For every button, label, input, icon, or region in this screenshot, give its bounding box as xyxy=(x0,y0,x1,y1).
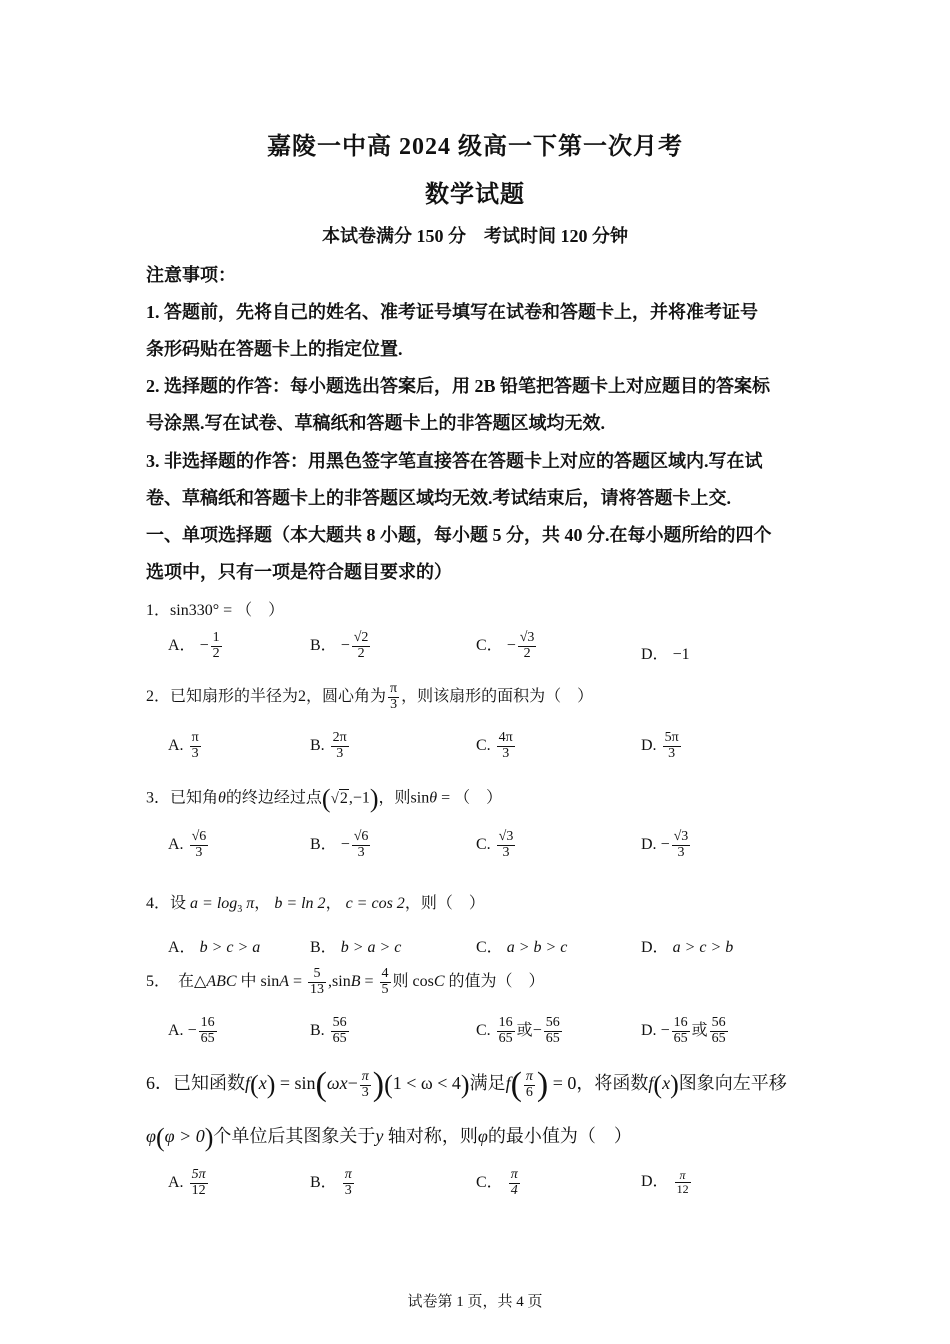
numerator: 4 xyxy=(381,966,389,981)
notice-line: 1. 答题前，先将自己的姓名、准考证号填写在试卷和答题卡上，并将准考证号 xyxy=(146,302,758,322)
option-value: a > c > b xyxy=(672,939,734,956)
question-text: 的值为（ ） xyxy=(444,972,545,990)
paren-left-icon: ( xyxy=(510,1066,522,1103)
numerator: 16 xyxy=(200,1015,215,1030)
variable-y: y xyxy=(375,1126,384,1146)
option-label: A. xyxy=(168,1173,184,1191)
fraction xyxy=(518,631,537,661)
fraction xyxy=(199,1016,217,1046)
denominator: 65 xyxy=(332,1030,347,1046)
denominator: 5 xyxy=(381,981,389,997)
phi-symbol: φ xyxy=(146,1126,156,1146)
radicand: 6 xyxy=(199,829,207,844)
paren-left-icon: ( xyxy=(384,1070,393,1099)
numerator: 56 xyxy=(711,1015,726,1030)
numerator: 2π xyxy=(332,730,347,745)
sqrt-icon: √ xyxy=(498,829,507,844)
question-text: 在△ xyxy=(178,972,207,990)
exam-meta: 本试卷满分 150 分 考试时间 120 分钟 xyxy=(322,226,628,246)
q4-option-d xyxy=(641,934,733,957)
fraction xyxy=(497,1016,515,1046)
numerator: 5 xyxy=(308,967,326,983)
numerator: 16 xyxy=(498,1015,513,1030)
separator: ， xyxy=(325,895,342,912)
paren-left-icon: ( xyxy=(653,1070,663,1099)
question-text: ，则（ ） xyxy=(404,895,485,912)
numerator: 5π xyxy=(191,1167,206,1182)
option-value: b > a > c xyxy=(340,939,402,956)
numerator: π xyxy=(390,681,398,696)
q5-option-c xyxy=(476,1016,564,1046)
fraction xyxy=(211,631,222,661)
option-label: A． xyxy=(168,636,196,654)
option-label: A. xyxy=(168,1021,184,1039)
denominator: 3 xyxy=(390,696,398,712)
numerator: π xyxy=(525,1068,533,1084)
denominator: 3 xyxy=(357,844,365,860)
denominator: 2 xyxy=(357,645,365,661)
radicand: 3 xyxy=(527,630,535,645)
point-coord: ,−1 xyxy=(348,789,370,807)
separator: ， xyxy=(254,895,271,912)
question-text: 则 cos xyxy=(392,972,434,990)
numerator: π xyxy=(361,1068,369,1084)
denominator: 13 xyxy=(310,981,325,997)
q5-option-d xyxy=(641,1016,730,1046)
paren-right-icon: ) xyxy=(204,1122,214,1152)
paren-left-icon: ( xyxy=(155,1122,165,1152)
angle-b: B xyxy=(350,972,361,990)
option-label: B． xyxy=(310,1173,337,1191)
page-footer: 试卷第 1 页，共 4 页 xyxy=(407,1294,543,1310)
sqrt-icon: √ xyxy=(673,829,682,844)
fraction xyxy=(544,1016,562,1046)
fraction xyxy=(190,830,209,860)
denominator: 65 xyxy=(711,1030,726,1046)
denominator: 2 xyxy=(212,645,220,661)
q1-option-d xyxy=(641,641,690,664)
fraction xyxy=(352,830,371,860)
question-number: 5． xyxy=(146,972,171,990)
equals-sign: = xyxy=(360,972,378,990)
minus-sign: − xyxy=(187,1021,197,1039)
denominator: 3 xyxy=(502,745,510,761)
angle-a: A xyxy=(279,972,290,990)
q2-option-b xyxy=(310,731,351,761)
sqrt-icon: √ xyxy=(191,829,200,844)
fraction xyxy=(388,682,399,712)
minus-sign: − xyxy=(340,636,350,654)
triangle-name: ABC xyxy=(206,972,237,990)
fraction xyxy=(663,731,681,761)
minus-sign: − xyxy=(532,1021,542,1039)
paren-right-icon: ) xyxy=(536,1066,549,1103)
option-label: B. xyxy=(310,736,325,754)
a-definition: a = log xyxy=(190,895,238,912)
function-f: f xyxy=(245,1073,251,1094)
denominator: 4 xyxy=(510,1182,518,1198)
fraction xyxy=(497,830,516,860)
fraction xyxy=(710,1016,728,1046)
question-4-stem xyxy=(146,890,485,915)
minus-sign: − xyxy=(660,835,670,853)
paren-left-icon: ( xyxy=(250,1070,259,1099)
or-word: 或 xyxy=(516,1021,533,1039)
option-label: B. xyxy=(310,1021,325,1039)
q2-option-a xyxy=(168,731,203,761)
paren-left-icon: ( xyxy=(321,784,331,813)
option-label: A. xyxy=(168,835,184,853)
paren-right-icon: ) xyxy=(372,1066,385,1103)
sqrt-icon: √ xyxy=(330,790,339,807)
option-label: C． xyxy=(476,1173,503,1191)
q3-option-a xyxy=(168,830,210,860)
c-definition: c = cos 2 xyxy=(345,895,405,912)
phi-symbol: φ xyxy=(477,1126,488,1146)
numerator: π xyxy=(191,730,199,745)
option-value: b > c > a xyxy=(199,939,261,956)
log-base: 3 xyxy=(237,904,243,916)
option-label: D. xyxy=(641,835,657,853)
notice-heading: 注意事项： xyxy=(146,265,236,285)
fraction xyxy=(672,830,691,860)
question-number: 3． xyxy=(146,789,171,807)
radicand: 2 xyxy=(361,630,369,645)
question-number: 4． xyxy=(146,895,171,912)
q4-option-c xyxy=(476,934,567,957)
question-text: 已知角 xyxy=(170,789,219,807)
denominator: 65 xyxy=(498,1030,513,1046)
question-text: 的终边经过点 xyxy=(225,789,322,807)
q1-option-b xyxy=(310,631,372,661)
denominator: 12 xyxy=(676,1181,689,1196)
question-text: ，则该扇形的面积为（ ） xyxy=(401,687,594,705)
denominator: 2 xyxy=(523,645,531,661)
option-label: A． xyxy=(168,939,196,956)
question-2-stem xyxy=(146,682,593,712)
notice-line: 卷、草稿纸和答题卡上的非答题区域均无效.考试结束后，请将答题卡上交. xyxy=(146,488,731,508)
q3-option-c xyxy=(476,830,517,860)
numerator: π xyxy=(344,1167,352,1182)
question-text: 个单位后其图象关于 xyxy=(213,1126,376,1146)
denominator: 3 xyxy=(344,1182,352,1198)
fraction xyxy=(190,1168,208,1198)
denominator: 3 xyxy=(336,745,344,761)
question-number: 1． xyxy=(146,602,171,619)
minus-sign: − xyxy=(506,636,516,654)
option-label: C. xyxy=(476,835,491,853)
option-label: D. xyxy=(641,1021,657,1039)
variable-x: x xyxy=(662,1073,671,1094)
section-heading: 一、单项选择题（本大题共 8 小题，每小题 5 分，共 40 分.在每小题所给的四个 xyxy=(146,525,772,545)
question-text: 轴对称，则 xyxy=(383,1126,478,1146)
notice-line: 号涂黑.写在试卷、草稿纸和答题卡上的非答题区域均无效. xyxy=(146,413,605,433)
sqrt-icon: √ xyxy=(519,630,528,645)
sin-fn: sin xyxy=(410,789,430,807)
question-text: 图象向左平移 xyxy=(678,1073,787,1094)
sqrt-icon: √ xyxy=(353,829,362,844)
minus-sign: − xyxy=(199,636,209,654)
q6-option-d xyxy=(641,1168,693,1195)
option-label: B． xyxy=(310,636,337,654)
theta-symbol: θ xyxy=(429,789,438,807)
denominator: 3 xyxy=(677,844,685,860)
option-label: C． xyxy=(476,636,503,654)
numerator: π xyxy=(675,1169,691,1183)
numerator: 16 xyxy=(673,1015,688,1030)
fraction xyxy=(675,1169,691,1195)
q5-option-b xyxy=(310,1016,351,1046)
angle-c: C xyxy=(433,972,445,990)
phi-condition: φ > 0 xyxy=(164,1126,205,1146)
option-value: a > b > c xyxy=(506,939,568,956)
q5-option-a xyxy=(168,1016,219,1046)
fraction xyxy=(331,1016,349,1046)
fraction xyxy=(308,967,326,997)
q4-option-b xyxy=(310,934,401,957)
radicand: 2 xyxy=(339,789,348,807)
numerator: 56 xyxy=(332,1015,347,1030)
notice-line: 条形码贴在答题卡上的指定位置. xyxy=(146,339,403,359)
option-value: −1 xyxy=(672,646,690,663)
fraction xyxy=(509,1168,520,1198)
denominator: 3 xyxy=(195,844,203,860)
minus-sign: − xyxy=(347,1073,358,1094)
notice-line: 2. 选择题的作答：每小题选出答案后，用 2B 铅笔把答题卡上对应题目的答案标 xyxy=(146,376,771,396)
question-6-stem xyxy=(146,1066,787,1104)
question-text: 已知函数 xyxy=(173,1073,245,1094)
radicand: 3 xyxy=(506,829,514,844)
numerator: 56 xyxy=(545,1015,560,1030)
denominator: 3 xyxy=(502,844,510,860)
denominator: 3 xyxy=(191,745,199,761)
denominator: 12 xyxy=(191,1182,206,1198)
numerator: 5π xyxy=(664,730,679,745)
fraction xyxy=(524,1070,535,1100)
notice-line: 3. 非选择题的作答：用黑色签字笔直接答在答题卡上对应的答题区域内.写在试 xyxy=(146,451,763,471)
q2-option-c xyxy=(476,731,517,761)
question-text: 满足 xyxy=(469,1073,506,1094)
option-label: B． xyxy=(310,939,337,956)
question-3-stem xyxy=(146,784,502,814)
fraction xyxy=(352,631,371,661)
numerator: 1 xyxy=(212,630,220,645)
q6-option-c xyxy=(476,1168,522,1198)
question-number: 2． xyxy=(146,687,171,705)
paren-right-icon: ) xyxy=(369,784,379,813)
fraction xyxy=(331,731,349,761)
question-text: ，则 xyxy=(378,789,411,807)
paren-right-icon: ) xyxy=(266,1070,276,1099)
function-f: f xyxy=(505,1073,511,1094)
q4-option-a xyxy=(168,934,260,957)
paren-left-icon: ( xyxy=(315,1066,327,1103)
option-label: D． xyxy=(641,1173,669,1190)
paren-right-icon: ) xyxy=(460,1070,470,1099)
option-label: C． xyxy=(476,939,503,956)
option-label: D． xyxy=(641,939,669,956)
q1-option-a xyxy=(168,631,224,661)
fraction xyxy=(497,731,515,761)
option-label: D. xyxy=(641,736,657,754)
denominator: 65 xyxy=(200,1030,215,1046)
b-definition: b = ln 2 xyxy=(274,895,326,912)
numerator: 4π xyxy=(498,730,513,745)
q3-option-d xyxy=(641,830,692,860)
numerator: π xyxy=(510,1167,518,1182)
question-text: ，将函数 xyxy=(576,1073,649,1094)
option-label: B． xyxy=(310,835,337,853)
minus-sign: − xyxy=(340,835,350,853)
function-f: f xyxy=(648,1073,654,1094)
q1-option-c xyxy=(476,631,538,661)
q6-option-a xyxy=(168,1168,210,1198)
question-text: ,sin xyxy=(328,972,351,990)
question-text: 已知扇形的半径为2，圆心角为 xyxy=(170,687,387,705)
question-text: 设 xyxy=(170,895,187,912)
theta-symbol: θ xyxy=(218,789,226,807)
option-label: D． xyxy=(641,646,669,663)
section-heading: 选项中，只有一项是符合题目要求的） xyxy=(146,562,452,582)
question-text: sin330° = （ ） xyxy=(170,602,285,619)
exam-title: 嘉陵一中高 2024 级高一下第一次月考 xyxy=(267,134,683,160)
question-text: = sin xyxy=(275,1073,316,1094)
denominator: 65 xyxy=(673,1030,688,1046)
option-label: C. xyxy=(476,736,491,754)
fraction xyxy=(190,731,201,761)
question-number: 6． xyxy=(146,1073,173,1094)
fraction xyxy=(360,1070,371,1100)
variable-x: x xyxy=(258,1073,267,1094)
equals-sign: = xyxy=(289,972,307,990)
omega-range: 1 < ω < 4 xyxy=(392,1073,461,1094)
q3-option-b xyxy=(310,830,372,860)
option-label: A. xyxy=(168,736,184,754)
fraction xyxy=(343,1168,354,1198)
omega-x: ωx xyxy=(326,1073,348,1094)
question-6-stem-line2 xyxy=(146,1122,632,1153)
question-text: = （ ） xyxy=(437,789,503,807)
question-5-stem xyxy=(146,967,545,997)
q2-option-d xyxy=(641,731,683,761)
sqrt-icon: √ xyxy=(353,630,362,645)
option-label: C. xyxy=(476,1021,491,1039)
question-text: 的最小值为（ ） xyxy=(487,1126,632,1146)
denominator: 3 xyxy=(668,745,676,761)
radicand: 6 xyxy=(361,829,369,844)
question-text: = 0 xyxy=(548,1073,577,1094)
question-text: 中 sin xyxy=(236,972,280,990)
fraction xyxy=(380,967,391,997)
denominator: 6 xyxy=(525,1084,533,1100)
denominator: 3 xyxy=(361,1084,369,1100)
minus-sign: − xyxy=(660,1021,670,1039)
question-1-stem xyxy=(146,597,284,620)
radicand: 3 xyxy=(681,829,689,844)
fraction xyxy=(672,1016,690,1046)
q6-option-b xyxy=(310,1168,356,1198)
pi-symbol: π xyxy=(242,895,255,912)
or-word: 或 xyxy=(691,1021,708,1039)
exam-subtitle: 数学试题 xyxy=(425,182,525,208)
denominator: 65 xyxy=(545,1030,560,1046)
paren-right-icon: ) xyxy=(670,1070,679,1099)
